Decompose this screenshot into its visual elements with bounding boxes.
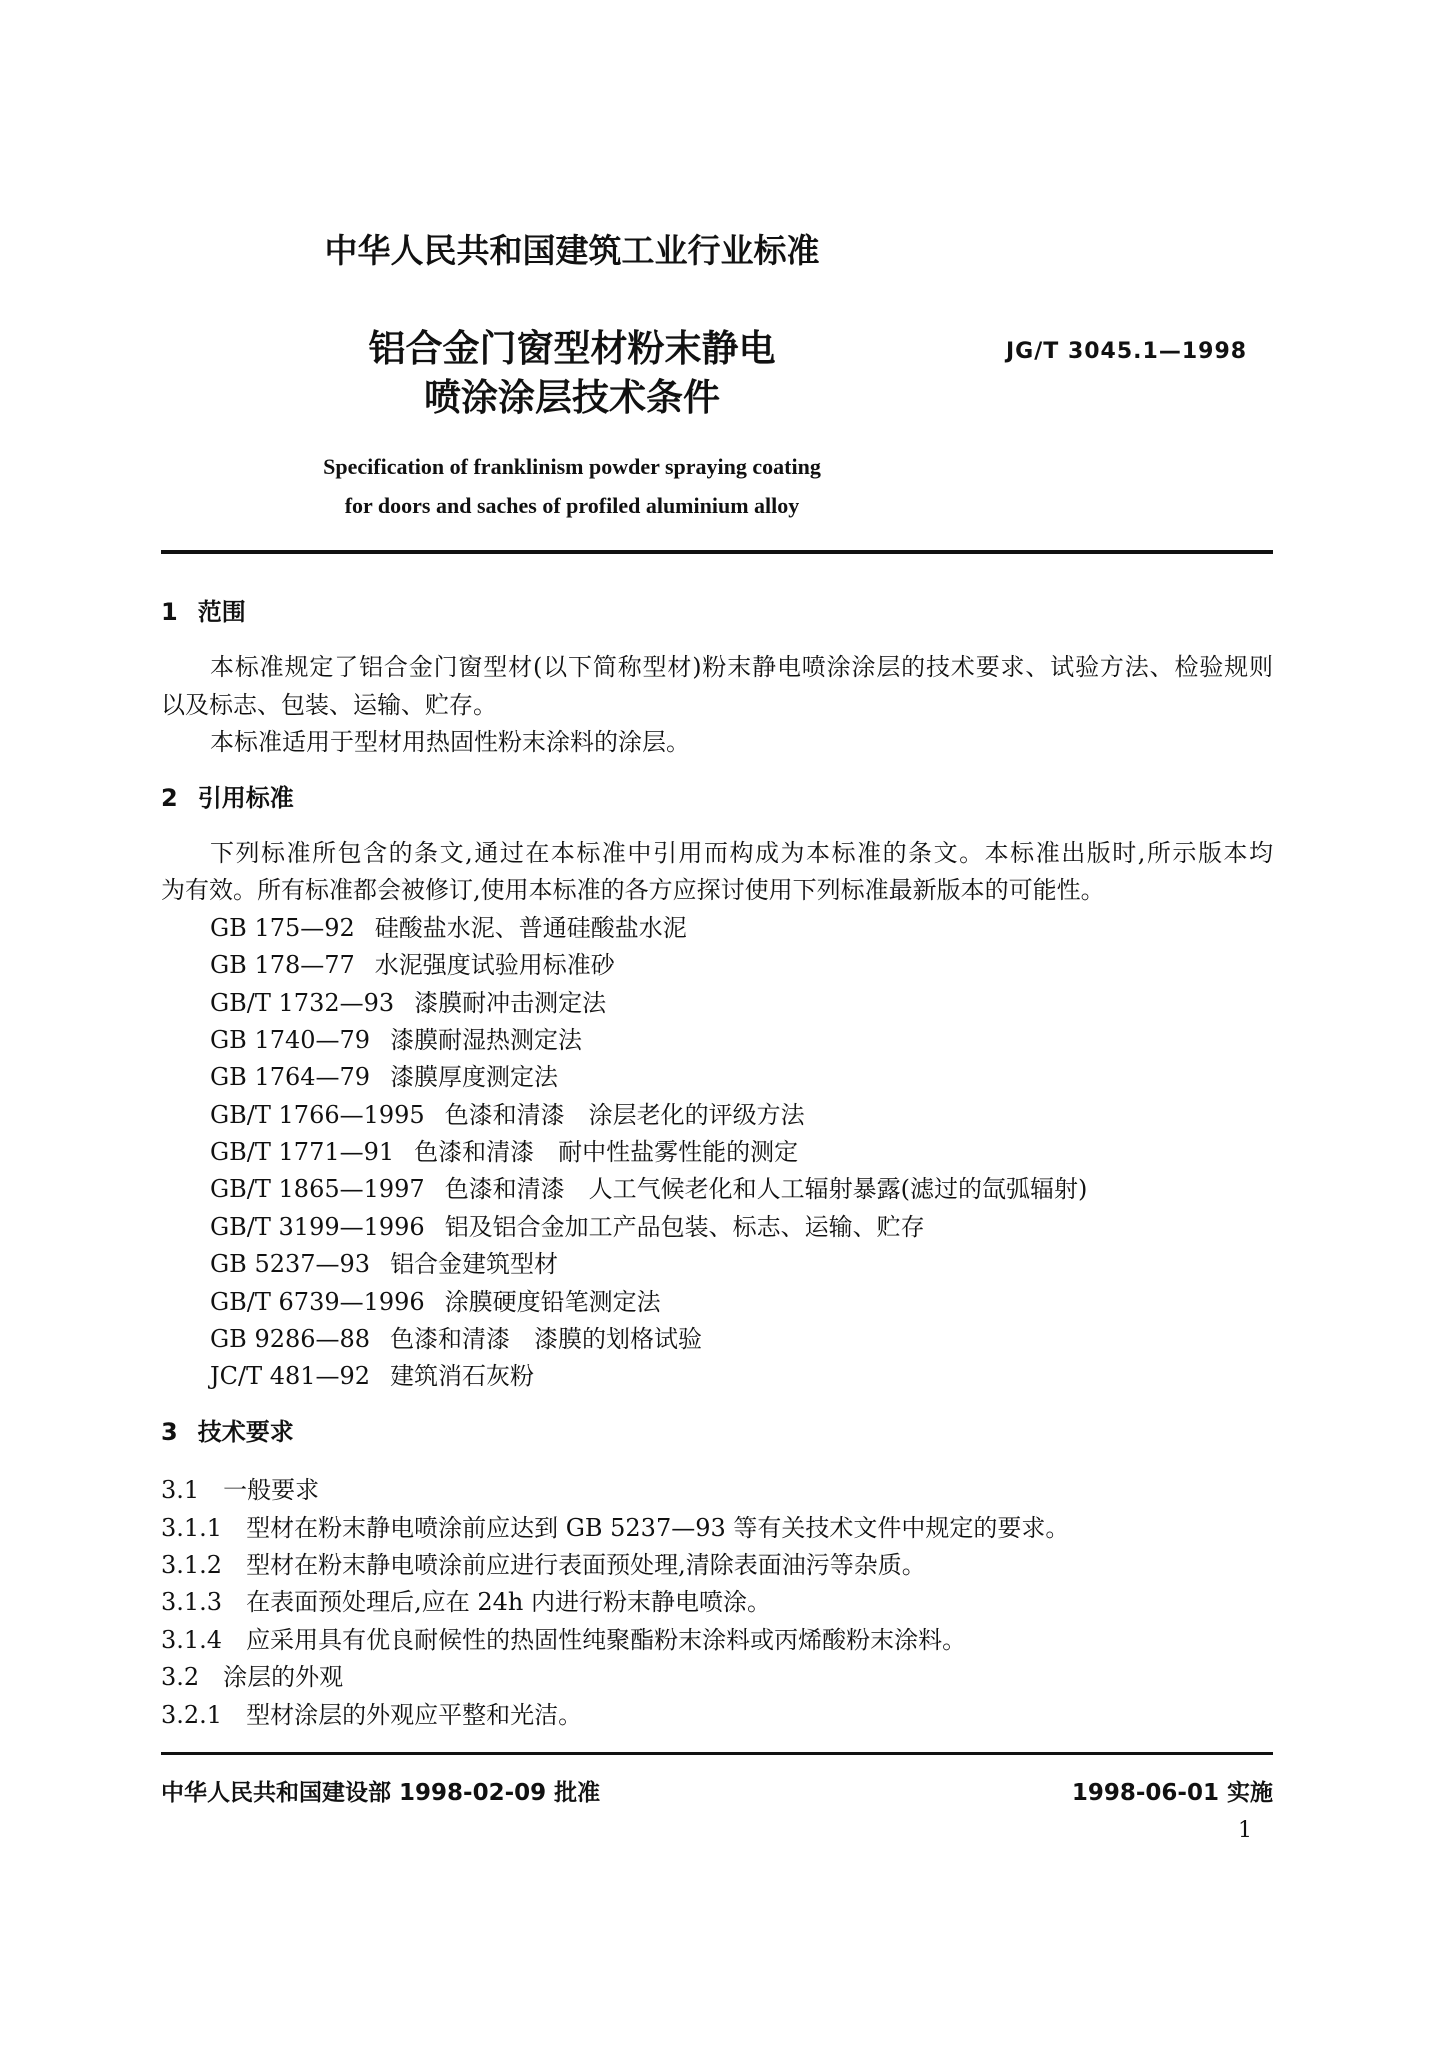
reference-title: 漆膜耐湿热测定法: [390, 1025, 583, 1054]
reference-title: 建筑消石灰粉: [390, 1362, 535, 1391]
reference-item: [161, 1358, 1273, 1395]
effective-date: 1998-06-01 实施: [1071, 1780, 1273, 1806]
reference-title: 漆膜厚度测定法: [390, 1063, 559, 1092]
reference-title: 色漆和清漆 人工气候老化和人工辐射暴露(滤过的氙弧辐射): [444, 1175, 1088, 1204]
clause-number: 3.1: [161, 1476, 200, 1505]
reference-item: [161, 1171, 1273, 1208]
reference-code: GB/T 6739—1996: [210, 1287, 425, 1316]
paragraph-line: 下列标准所包含的条文,通过在本标准中引用而构成为本标准的条文。本标准出版时,所示版本均: [210, 838, 1273, 867]
standard-title-line: 铝合金门窗型材粉末静电: [368, 327, 776, 370]
clause-item: [161, 1472, 1273, 1509]
reference-code: GB/T 3199—1996: [210, 1212, 425, 1241]
clause-text: 型材涂层的外观应平整和光洁。: [246, 1700, 583, 1729]
paragraph-line: 本标准适用于型材用热固性粉末涂料的涂层。: [210, 728, 690, 757]
reference-item: [161, 1059, 1273, 1096]
paragraph-line: 以及标志、包装、运输、贮存。: [161, 690, 497, 719]
reference-code: GB/T 1771—91: [210, 1138, 395, 1167]
clause-number: 3.2: [161, 1663, 200, 1692]
clause-text: 在表面预处理后,应在 24h 内进行粉末静电喷涂。: [246, 1588, 771, 1617]
reference-title: 色漆和清漆 耐中性盐雾性能的测定: [414, 1138, 799, 1167]
reference-item: [161, 1022, 1273, 1059]
header-divider: [161, 550, 1273, 554]
clause-text: 型材在粉末静电喷涂前应达到 GB 5237—93 等有关技术文件中规定的要求。: [246, 1513, 1070, 1542]
reference-title: 水泥强度试验用标准砂: [374, 951, 615, 980]
reference-item: [161, 1134, 1273, 1171]
section-title: 范围: [197, 598, 246, 626]
paragraph-line: 本标准规定了铝合金门窗型材(以下简称型材)粉末静电喷涂涂层的技术要求、试验方法、检验规则: [210, 653, 1273, 682]
paragraph-line: 为有效。所有标准都会被修订,使用本标准的各方应探讨使用下列标准最新版本的可能性。: [161, 876, 1105, 905]
standard-title-line: 喷涂涂层技术条件: [424, 376, 720, 419]
reference-code: JC/T 481—92: [210, 1362, 371, 1391]
reference-title: 铝及铝合金加工产品包装、标志、运输、贮存: [444, 1212, 925, 1241]
reference-item: [161, 1321, 1273, 1358]
section-number: 3: [161, 1417, 178, 1446]
reference-item: [161, 1284, 1273, 1321]
reference-code: GB 1740—79: [210, 1025, 371, 1054]
reference-item: [161, 1209, 1273, 1246]
section-number: 2: [161, 783, 178, 812]
section-title: 技术要求: [197, 1417, 294, 1446]
reference-code: GB 1764—79: [210, 1063, 371, 1092]
reference-code: GB/T 1865—1997: [210, 1175, 425, 1204]
reference-code: GB 178—77: [210, 951, 355, 980]
clause-item: [161, 1510, 1273, 1547]
reference-code: GB 9286—88: [210, 1325, 371, 1354]
reference-title: 涂膜硬度铅笔测定法: [444, 1287, 661, 1316]
reference-code: GB/T 1766—1995: [210, 1100, 425, 1129]
reference-code: GB 5237—93: [210, 1250, 371, 1279]
clause-number: 3.1.3: [161, 1588, 223, 1617]
section-heading-scope: [161, 594, 1273, 631]
reference-title: 硅酸盐水泥、普通硅酸盐水泥: [374, 913, 687, 942]
clause-text: 型材在粉末静电喷涂前应进行表面预处理,清除表面油污等杂质。: [246, 1550, 926, 1579]
reference-item: [161, 947, 1273, 984]
clause-item: [161, 1697, 1273, 1734]
english-title-line: Specification of franklinism powder spraying coating: [323, 454, 821, 479]
clause-text: 一般要求: [223, 1476, 320, 1505]
english-title: [0, 447, 1144, 525]
clause-text: 涂层的外观: [223, 1663, 344, 1692]
clause-item: [161, 1622, 1273, 1659]
standard-code: JG/T 3045.1—1998: [1006, 339, 1248, 364]
clause-number: 3.1.4: [161, 1625, 223, 1654]
reference-title: 漆膜耐冲击测定法: [414, 988, 607, 1017]
footer: [161, 1777, 1273, 1809]
clause-item: [161, 1659, 1273, 1696]
reference-item: [161, 910, 1273, 947]
reference-title: 铝合金建筑型材: [390, 1250, 559, 1279]
clause-item: [161, 1584, 1273, 1621]
english-title-line: for doors and saches of profiled aluminium alloy: [344, 493, 800, 518]
clause-number: 3.2.1: [161, 1700, 223, 1729]
section-heading-requirements: [161, 1414, 1273, 1451]
page-number: 1: [1238, 1818, 1252, 1843]
approval-statement: 中华人民共和国建设部 1998-02-09 批准: [161, 1780, 601, 1806]
standard-category-heading: 中华人民共和国建筑工业行业标准: [324, 231, 820, 270]
section-heading-references: [161, 780, 1273, 817]
reference-title: 色漆和清漆 漆膜的划格试验: [390, 1325, 703, 1354]
standard-title: [0, 324, 1144, 422]
reference-item: [161, 1246, 1273, 1283]
footer-divider: [161, 1752, 1273, 1755]
clause-number: 3.1.1: [161, 1513, 223, 1542]
clause-item: [161, 1547, 1273, 1584]
clause-text: 应采用具有优良耐候性的热固性纯聚酯粉末涂料或丙烯酸粉末涂料。: [246, 1625, 967, 1654]
clause-number: 3.1.2: [161, 1550, 223, 1579]
section-title: 引用标准: [197, 783, 294, 812]
section-number: 1: [161, 598, 178, 626]
reference-title: 色漆和清漆 涂层老化的评级方法: [444, 1100, 805, 1129]
reference-code: GB/T 1732—93: [210, 988, 395, 1017]
reference-code: GB 175—92: [210, 913, 355, 942]
reference-item: [161, 1097, 1273, 1134]
document-body: [161, 594, 1273, 1734]
reference-item: [161, 985, 1273, 1022]
